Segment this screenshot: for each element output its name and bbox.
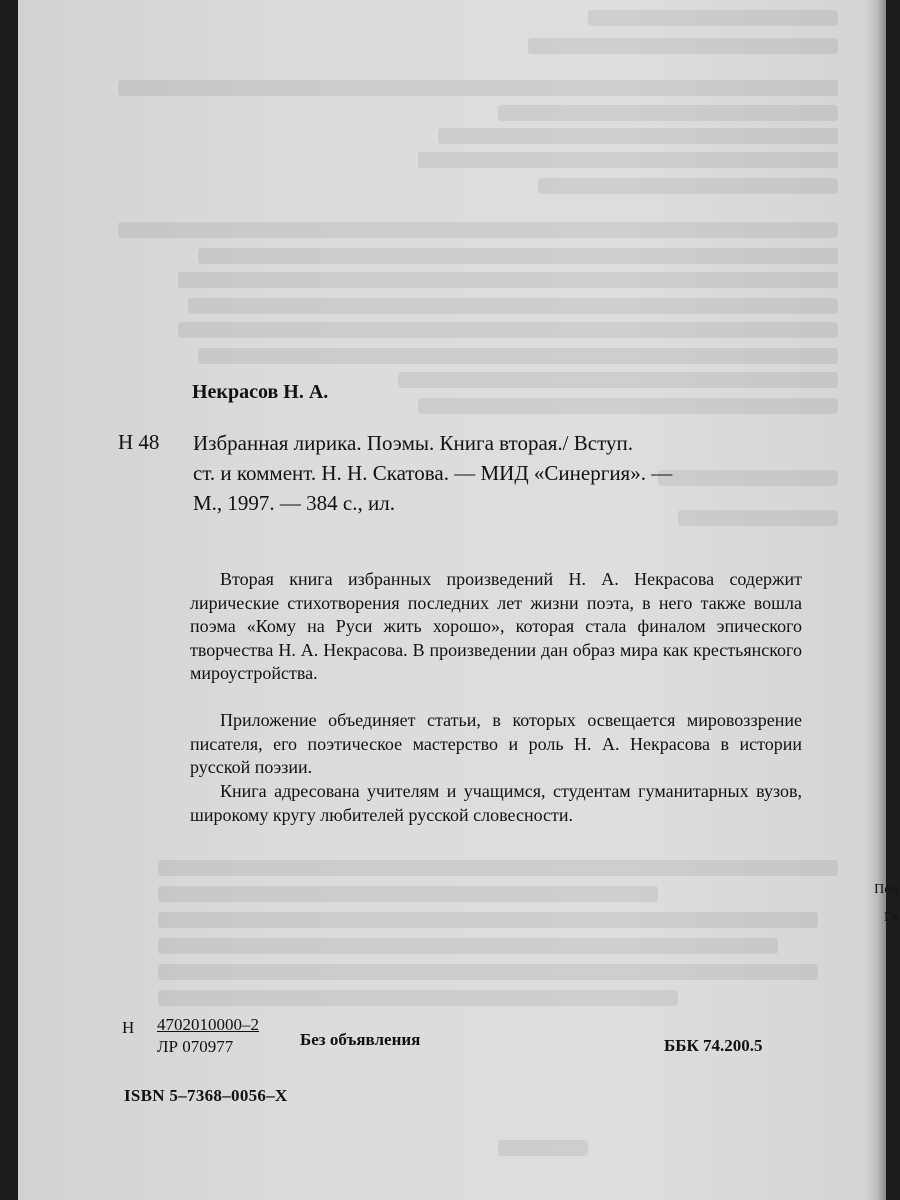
no-ads-note: Без объявления	[300, 1030, 421, 1049]
license-number: ЛР 070977	[157, 1037, 234, 1056]
entry-line: Избранная лирика. Поэмы. Книга вторая./ Вступ.	[193, 431, 633, 455]
author-name: Некрасов Н. А.	[192, 381, 329, 403]
imprint-letter: Н	[122, 1018, 135, 1037]
annotation-paragraph-2: Приложение объединяет статьи, в которых освещается мировоззрение писателя, его поэтическое мастерство и роль Н. А. Некрасова в истории русской поэзии.	[190, 710, 802, 777]
side-page-text-2: Га	[884, 910, 898, 925]
catalog-code: Н 48	[118, 430, 160, 454]
entry-line: М., 1997. — 384 с., ил.	[193, 491, 395, 515]
isbn: ISBN 5–7368–0056–Х	[124, 1086, 288, 1105]
side-page-text-1: Под	[874, 882, 898, 897]
bibliographic-entry	[193, 428, 805, 518]
page-edge	[864, 0, 886, 1200]
entry-line: ст. и коммент. Н. Н. Скатова. — МИД «Синергия». —	[193, 461, 673, 485]
annotation-paragraph-1: Вторая книга избранных произведений Н. А. Некрасова содержит лирические стихотворения последних лет жизни поэта, в него также вошла поэма «Кому на Руси жить хорошо», которая стала финалом эпического творчества Н. А. Некрасова. В произведении дан образ мира как крестьянского мироустройства.	[190, 569, 802, 683]
annotation-paragraph-3: Книга адресована учителям и учащимся, студентам гуманитарных вузов, широкому кругу любителей русской словесности.	[190, 781, 802, 825]
imprint-number: 4702010000–2	[157, 1015, 259, 1034]
bbk-code: ББК 74.200.5	[664, 1036, 763, 1055]
